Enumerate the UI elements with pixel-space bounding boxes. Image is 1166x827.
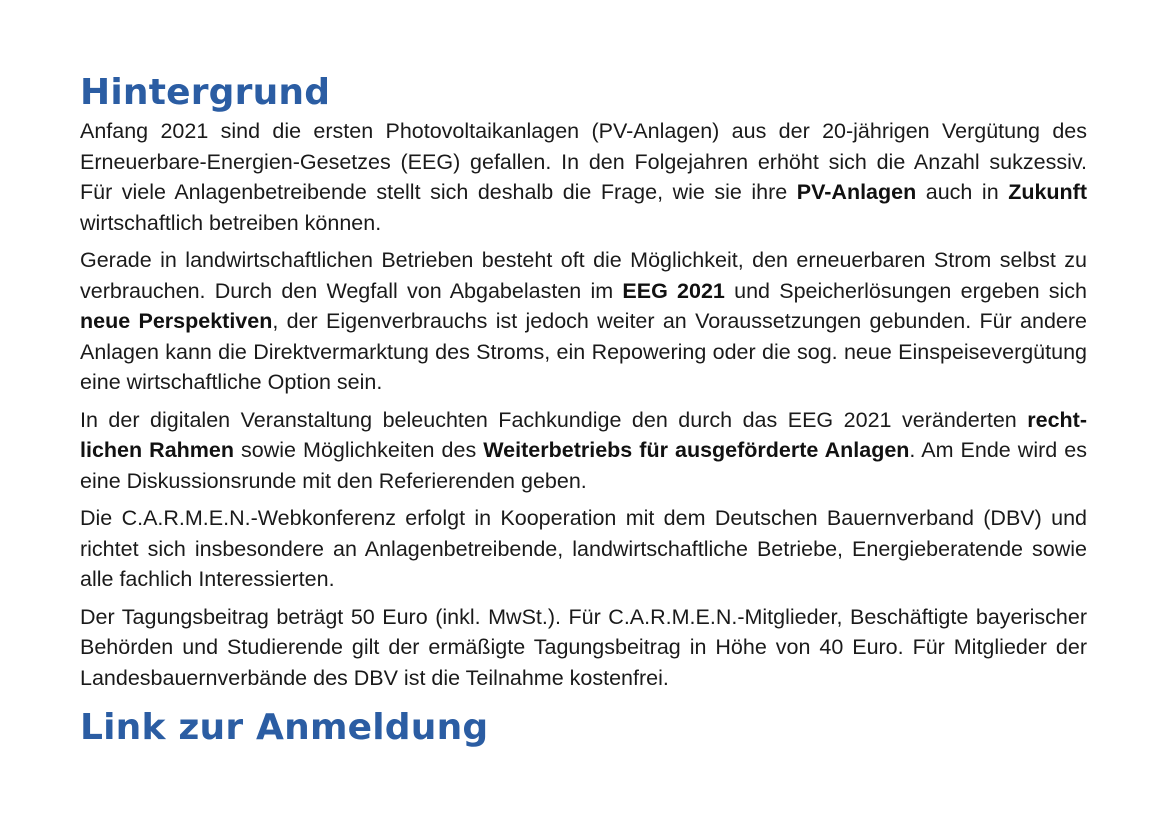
document-page: [80, 70, 1087, 751]
text-run: . Am Ende wird es eine Diskussionsrunde mit den Referierenden geben.: [80, 438, 1087, 493]
text-run: Der Tagungsbeitrag beträgt 50 Euro (inkl. MwSt.). Für C.A.R.M.E.N.-Mitglieder, Beschäftigte bayerischer Behörden und Studierende gilt der ermäßigte Tagungsbeitrag in Höhe von 40 Euro. Für Mitglieder der Landesbauernverbände des DBV ist die Teilnahme kostenfrei.: [80, 604, 1087, 690]
text-run: sowie Möglichkeiten des: [234, 438, 484, 462]
paragraph: [80, 503, 1087, 595]
text-run: und Speicherlösungen ergeben sich: [724, 278, 1088, 303]
text-run: Die C.A.R.M.E.N.-Webkonferenz erfolgt in Kooperation mit dem Deutschen Bauernverband (DBV) und richtet sich insbesondere an Anlagenbetreibende, landwirtschaftliche Betriebe, Energieberatende sowie alle fachlich Interessierten.: [80, 506, 1087, 591]
text-run: In der digitalen Veranstaltung beleuchten Fachkundige den durch das EEG 2021 veränderten: [80, 407, 1028, 432]
paragraph: [80, 602, 1087, 694]
bold-text: rechtlichen Rahmen: [80, 407, 1087, 462]
paragraph: [80, 405, 1087, 497]
text-run: , der Eigenverbrauchs ist jedoch weiter an Voraussetzungen gebunden. Für andere Anlagen kann die Direktvermarktung des Stroms, ein Repowering oder die sog. neue Einspeisevergütung eine wirtschaftliche Option sein.: [80, 309, 1087, 394]
bold-text: Weiterbetriebs für ausgeförderte Anlagen: [483, 438, 910, 462]
bold-text: EEG 2021: [622, 278, 725, 303]
bold-text: Zukunft: [1008, 180, 1087, 204]
text-run: Anfang 2021 sind die ersten Photovoltaikanlagen (PV-Anlagen) aus der 20-jährigen Vergütung des Erneuerbare-Energien-Gesetzes (EEG) gefallen. In den Folgejahren erhöht sich die Anzahl sukzessiv. Für viele Anlagenbetreibende stellt sich deshalb die Frage, wie sie ihre: [80, 119, 1087, 204]
text-run: Gerade in landwirtschaftlichen Betrieben besteht oft die Möglichkeit, den erneuerbaren Strom selbst zu verbrauchen. Durch den Wegfall von Abgabelasten im: [80, 248, 1087, 303]
registration-link[interactable]: Link zur Anmeldung: [80, 707, 489, 748]
text-run: wirtschaftlich betreiben können.: [80, 210, 382, 235]
paragraph: [80, 245, 1087, 398]
bold-text: PV-Anlagen: [796, 180, 917, 204]
text-run: auch in: [916, 180, 1009, 204]
paragraph: [80, 116, 1087, 238]
body-text: [80, 116, 1087, 693]
bold-text: neue Perspektiven: [80, 309, 273, 333]
section-heading-hintergrund: Hintergrund: [80, 72, 331, 113]
